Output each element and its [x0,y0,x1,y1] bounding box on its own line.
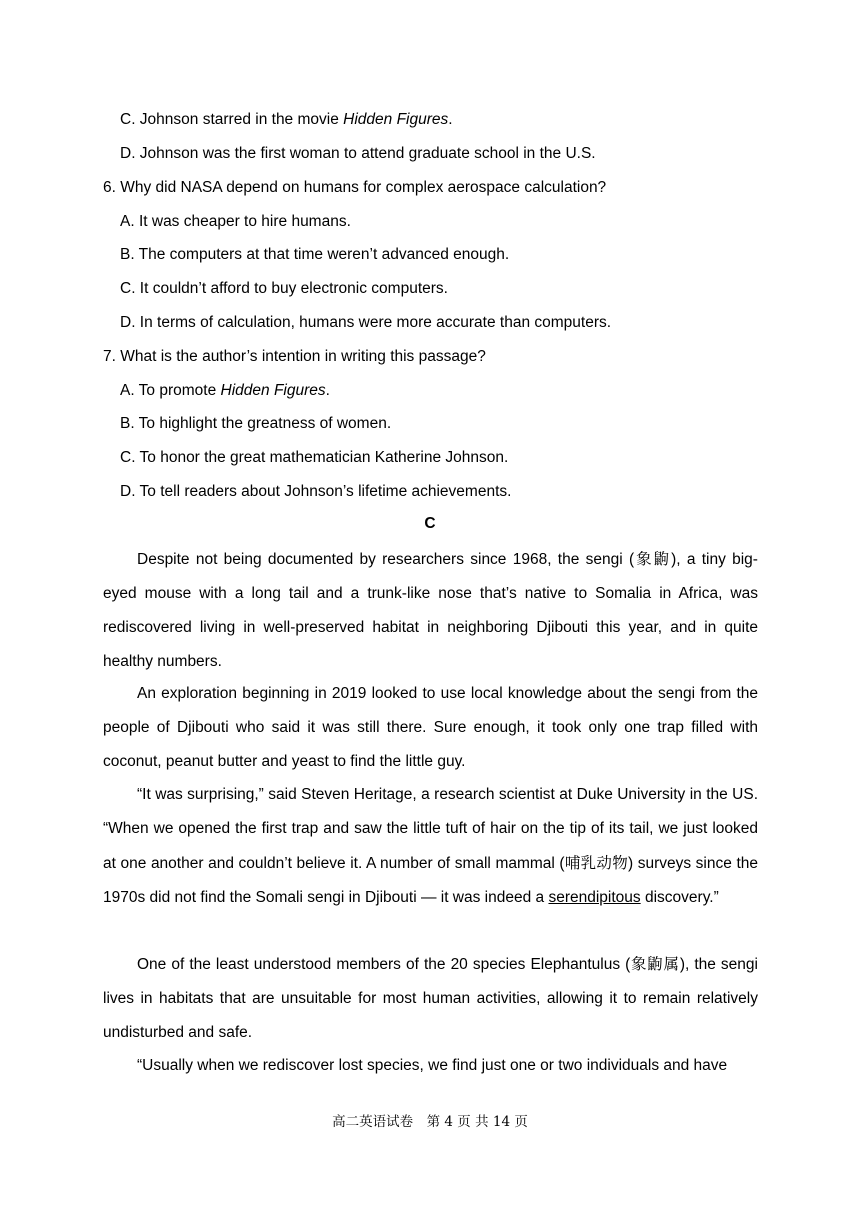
q5-option-d: D. Johnson was the first woman to attend graduate school in the U.S. [120,145,596,162]
q6-option-a: A. It was cheaper to hire humans. [120,213,351,230]
q6-stem: 6. Why did NASA depend on humans for complex aerospace calculation? [103,179,607,196]
paragraph-2: An exploration beginning in 2019 looked to use local knowledge about the sengi from the people of Djibouti who said it was still there. Sure enough, it took only one trap filled with coconut, peanut butter and yeast to find the little guy. [103,685,758,770]
q6-option-d: D. In terms of calculation, humans were more accurate than computers. [120,314,612,331]
q5-option-c-text: C. Johnson starred in the movie [120,111,344,128]
page-footer: 高二英语试卷 第 4 页 共 14 页 [332,1114,528,1130]
p3-chinese-gloss: 哺乳动物 [564,854,628,872]
section-heading: C [424,515,436,532]
paragraph-1 [103,542,758,679]
p1-text-b: ), a tiny big-eyed mouse with a long tail and a trunk-like nose that’s native to Somalia in Africa, was rediscovered living in well-preserved habitat in neighboring Djibouti this year, and in quite healthy numbers. [103,551,758,670]
underlined-word: serendipitous [548,889,641,906]
p1-text-a: Despite not being documented by researchers since 1968, the sengi ( [137,551,635,568]
p3-text-c: discovery.” [640,889,719,906]
paragraph-3 [103,778,758,915]
q6-option-b: B. The computers at that time weren’t advanced enough. [120,246,510,263]
q7-option-a-text: A. To promote [120,382,221,399]
q7-option-a-end: . [325,382,330,399]
q5-option-c [120,110,453,130]
p4-text-a: One of the least understood members of the 20 species Elephantulus ( [137,956,631,973]
p3-text-b: ) surveys since the 1970s did not find the Somali sengi in Djibouti — it was indeed a [103,855,758,906]
q5-option-c-end: . [448,111,453,128]
movie-title: Hidden Figures [220,382,326,399]
q7-stem: 7. What is the author’s intention in writing this passage? [103,348,486,365]
q7-option-b: B. To highlight the greatness of women. [120,415,392,432]
p4-chinese-gloss: 象鼩属 [630,955,680,973]
q6-option-c: C. It couldn’t afford to buy electronic computers. [120,280,448,297]
p4-text-b: ), the sengi lives in habitats that are unsuitable for most human activities, allowing it to remain relatively undisturbed and safe. [103,956,758,1041]
q7-option-c: C. To honor the great mathematician Katherine Johnson. [120,449,509,466]
q7-option-d: D. To tell readers about Johnson’s lifetime achievements. [120,483,512,500]
p3-text-a: “It was surprising,” said Steven Heritage, a research scientist at Duke University in the US. “When we opened the first trap and saw the little tuft of hair on the tip of its tail, we just looked at one another and couldn’t believe it. A number of small mammal ( [103,786,758,872]
movie-title: Hidden Figures [343,111,449,128]
paragraph-4 [103,947,758,1050]
p1-chinese-gloss: 象鼩 [634,550,672,568]
q7-option-a [120,381,330,401]
paragraph-5: “Usually when we rediscover lost species, we find just one or two individuals and have [137,1057,728,1074]
